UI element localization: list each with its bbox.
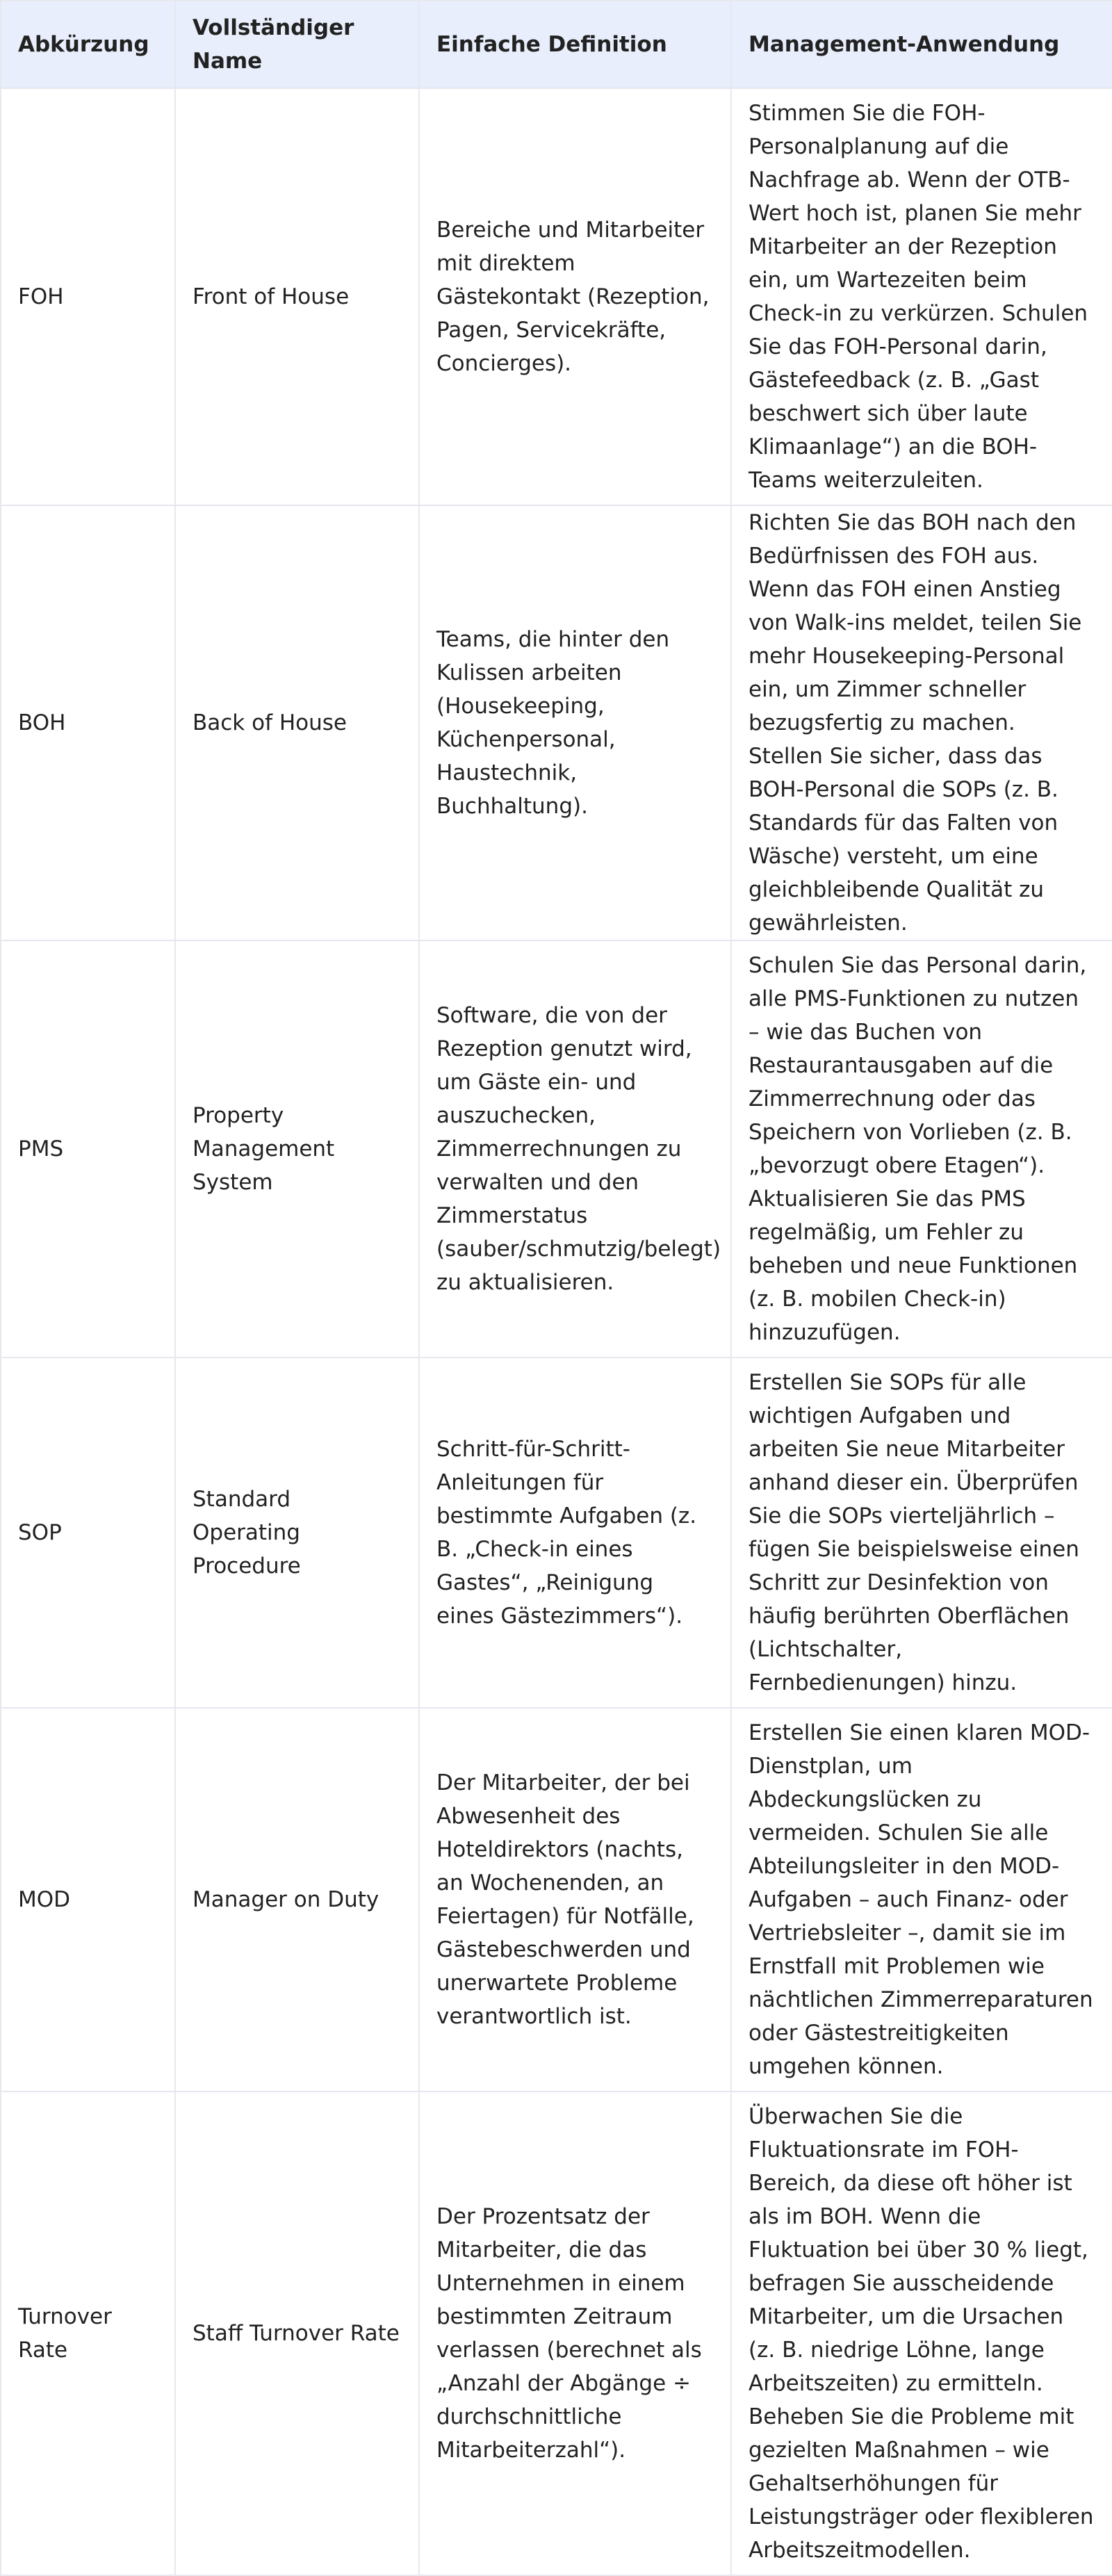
cell-application: Erstellen Sie SOPs für alle wichtigen Aufgaben und arbeiten Sie neue Mitarbeiter anhand dieser ein. Überprüfen Sie die SOPs vierteljährlich – fügen Sie beispielsweise einen Schritt zur Desinfektion von häufig berührten Oberflächen (Lichtschalter, Fernbedienungen) hinzu. (731, 1358, 1112, 1708)
cell-application: Richten Sie das BOH nach den Bedürfnissen des FOH aus. Wenn das FOH einen Anstieg von Walk-ins meldet, teilen Sie mehr Housekeeping-Personal ein, um Zimmer schneller bezugsfertig zu machen. Stellen Sie sicher, dass das BOH-Personal die SOPs (z. B. Standards für das Falten von Wäsche) versteht, um eine gleichbleibende Qualität zu gewährleisten. (731, 505, 1112, 940)
cell-full-name: Front of House (175, 88, 419, 505)
cell-full-name: Staff Turnover Rate (175, 2092, 419, 2575)
table-row (1, 2092, 1112, 2575)
cell-definition: Der Prozentsatz der Mitarbeiter, die das Unternehmen in einem bestimmten Zeitraum verlassen (berechnet als „Anzahl der Abgänge ÷ durchschnittliche Mitarbeiterzahl“). (419, 2092, 731, 2575)
column-header-abbreviation: Abkürzung (1, 1, 175, 88)
cell-application: Schulen Sie das Personal darin, alle PMS-Funktionen zu nutzen – wie das Buchen von Restaurantausgaben auf die Zimmerrechnung oder das Speichern von Vorlieben (z. B. „bevorzugt obere Etagen“). Aktualisieren Sie das PMS regelmäßig, um Fehler zu beheben und neue Funktionen (z. B. mobilen Check-in) hinzuzufügen. (731, 940, 1112, 1358)
cell-abbreviation: MOD (1, 1708, 175, 2092)
column-header-application: Management-Anwendung (731, 1, 1112, 88)
column-header-full-name: Vollständiger Name (175, 1, 419, 88)
cell-abbreviation: PMS (1, 940, 175, 1358)
header-row (1, 1, 1112, 88)
cell-application: Überwachen Sie die Fluktuationsrate im FOH-Bereich, da diese oft höher ist als im BOH. Wenn die Fluktuation bei über 30 % liegt, befragen Sie ausscheidende Mitarbeiter, um die Ursachen (z. B. niedrige Löhne, lange Arbeitszeiten) zu ermitteln. Beheben Sie die Probleme mit gezielten Maßnahmen – wie Gehaltserhöhungen für Leistungsträger oder flexibleren Arbeitszeitmodellen. (731, 2092, 1112, 2575)
column-header-definition: Einfache Definition (419, 1, 731, 88)
cell-full-name: Back of House (175, 505, 419, 940)
cell-application: Erstellen Sie einen klaren MOD-Dienstplan, um Abdeckungslücken zu vermeiden. Schulen Sie alle Abteilungsleiter in den MOD-Aufgaben – auch Finanz- oder Vertriebsleiter –, damit sie im Ernstfall mit Problemen wie nächtlichen Zimmerreparaturen oder Gästestreitigkeiten umgehen können. (731, 1708, 1112, 2092)
table-row (1, 1708, 1112, 2092)
cell-full-name: Manager on Duty (175, 1708, 419, 2092)
cell-application: Stimmen Sie die FOH-Personalplanung auf die Nachfrage ab. Wenn der OTB-Wert hoch ist, planen Sie mehr Mitarbeiter an der Rezeption ein, um Wartezeiten beim Check-in zu verkürzen. Schulen Sie das FOH-Personal darin, Gästefeedback (z. B. „Gast beschwert sich über laute Klimaanlage“) an die BOH-Teams weiterzuleiten. (731, 88, 1112, 505)
cell-abbreviation: Turnover Rate (1, 2092, 175, 2575)
cell-definition: Teams, die hinter den Kulissen arbeiten (Housekeeping, Küchenpersonal, Haustechnik, Buchhaltung). (419, 505, 731, 940)
cell-definition: Schritt-für-Schritt-Anleitungen für bestimmte Aufgaben (z. B. „Check-in eines Gastes“, „Reinigung eines Gästezimmers“). (419, 1358, 731, 1708)
cell-definition: Bereiche und Mitarbeiter mit direktem Gästekontakt (Rezeption, Pagen, Servicekräfte, Concierges). (419, 88, 731, 505)
table-row (1, 940, 1112, 1358)
cell-full-name: Standard Operating Procedure (175, 1358, 419, 1708)
table-row (1, 1358, 1112, 1708)
cell-abbreviation: FOH (1, 88, 175, 505)
table-row (1, 505, 1112, 940)
cell-definition: Der Mitarbeiter, der bei Abwesenheit des Hoteldirektors (nachts, an Wochenenden, an Feiertagen) für Notfälle, Gästebeschwerden und unerwartete Probleme verantwortlich ist. (419, 1708, 731, 2092)
cell-full-name: Property Management System (175, 940, 419, 1358)
cell-abbreviation: BOH (1, 505, 175, 940)
table-row (1, 88, 1112, 505)
cell-abbreviation: SOP (1, 1358, 175, 1708)
cell-definition: Software, die von der Rezeption genutzt wird, um Gäste ein- und auszuchecken, Zimmerrechnungen zu verwalten und den Zimmerstatus (sauber/schmutzig/belegt) zu aktualisieren. (419, 940, 731, 1358)
